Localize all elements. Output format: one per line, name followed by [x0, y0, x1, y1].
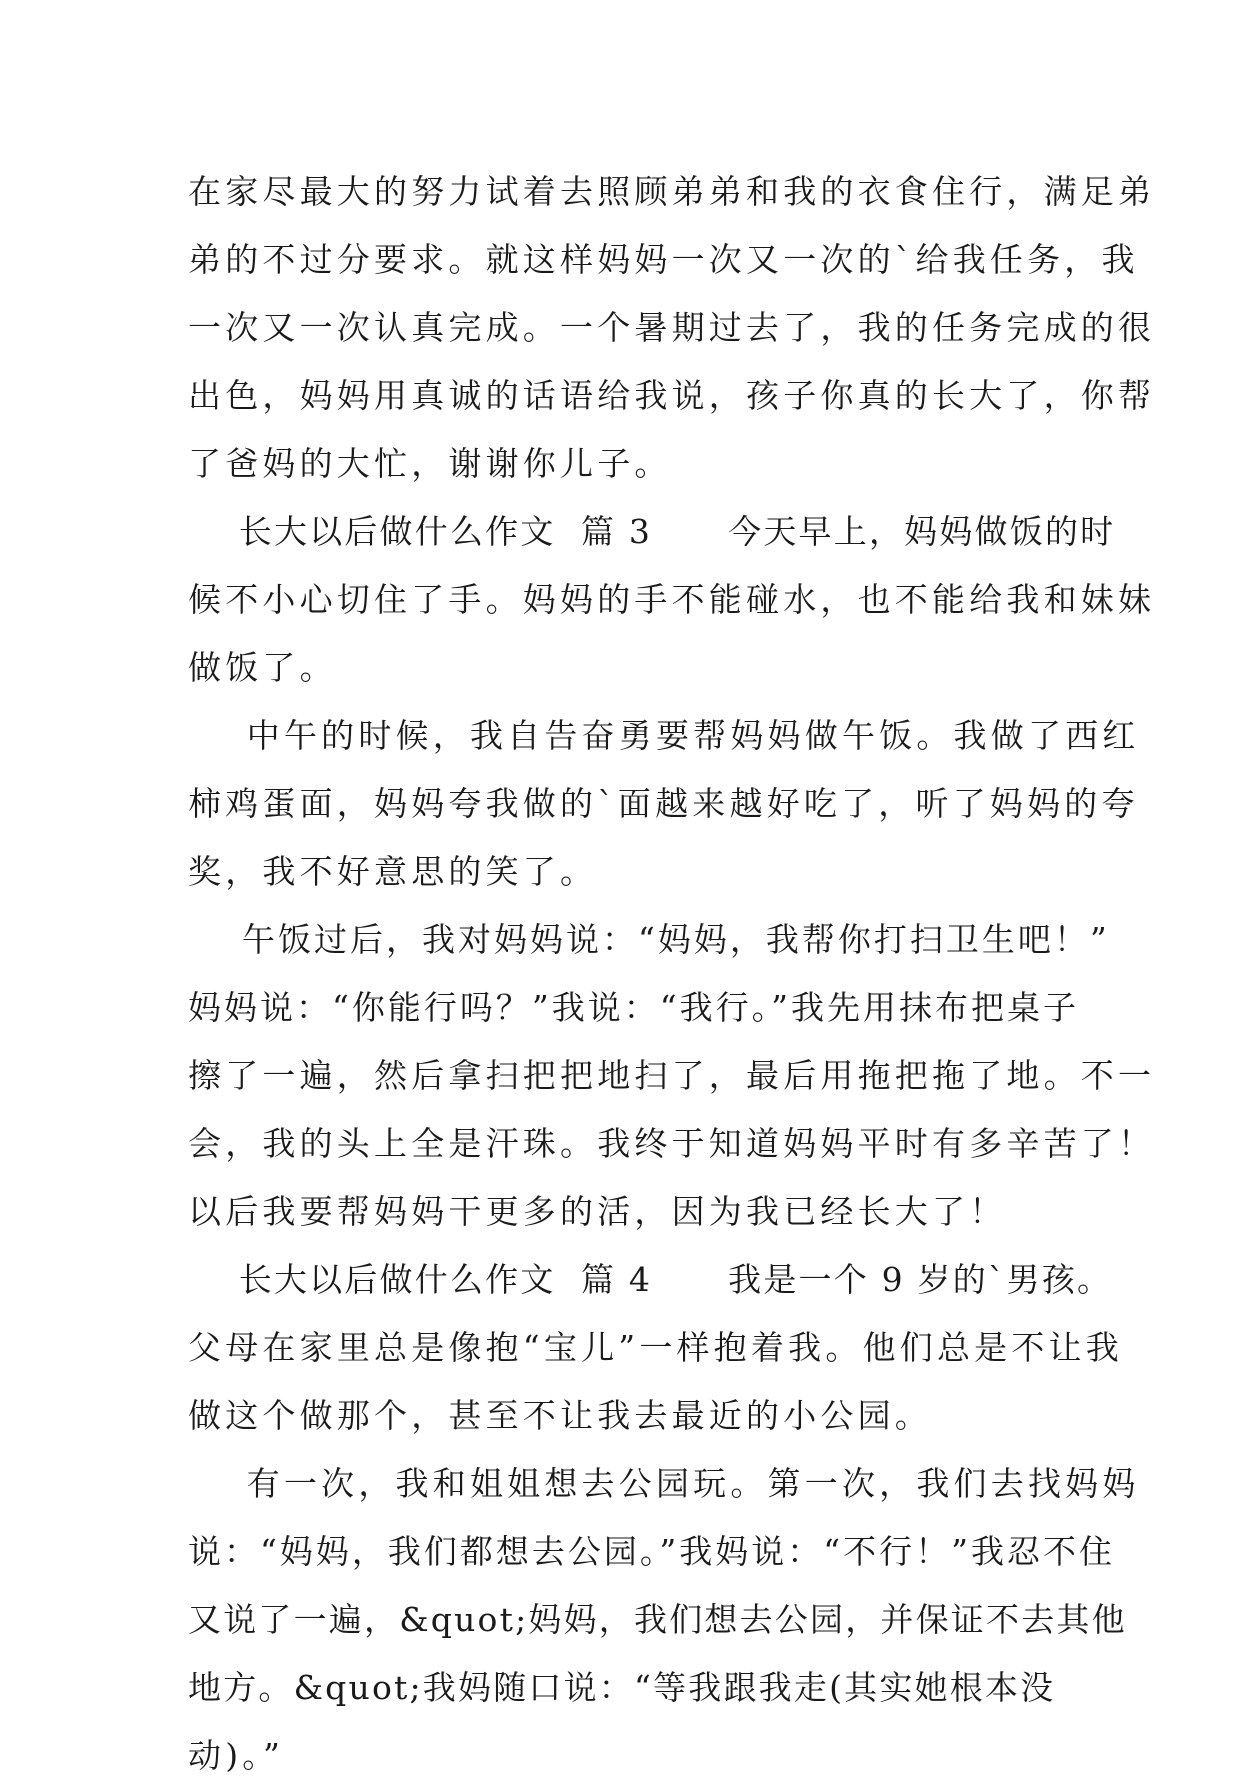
text-line: 又说了一遍，&quot;妈妈，我们想去公园，并保证不去其他	[188, 1600, 1127, 1639]
text-line: 以后我要帮妈妈干更多的活，因为我已经长大了！	[188, 1192, 1007, 1231]
text-line: 做这个做那个，甚至不让我去最近的小公园。	[188, 1396, 932, 1435]
text-line: 出色，妈妈用真诚的话语给我说，孩子你真的长大了，你帮	[188, 376, 1156, 415]
text-line: 地方。&quot;我妈随口说：“等我跟我走(其实她根本没	[188, 1668, 1056, 1707]
text-line: 午饭过后，我对妈妈说：“妈妈，我帮你打扫卫生吧！”	[188, 920, 1110, 959]
text-line: 父母在家里总是像抱“宝儿”一样抱着我。他们总是不让我	[188, 1328, 1123, 1367]
text-line: 候不小心切住了手。妈妈的手不能碰水，也不能给我和妹妹	[188, 580, 1156, 619]
section-heading-line: 长大以后做什么作文 篇 3 今天早上，妈妈做饭的时	[188, 512, 1116, 551]
text-line: 妈妈说：“你能行吗？”我说：“我行。”我先用抹布把桌子	[188, 988, 1079, 1027]
text-line: 在家尽最大的努力试着去照顾弟弟和我的衣食住行，满足弟	[188, 172, 1156, 211]
text-line: 做饭了。	[188, 648, 337, 687]
text-line: 会，我的头上全是汗珠。我终于知道妈妈平时有多辛苦了！	[188, 1124, 1156, 1163]
section-heading-line: 长大以后做什么作文 篇 4 我是一个 9 岁的`男孩。	[188, 1260, 1113, 1299]
text-line: 说：“妈妈，我们都想去公园。”我妈说：“不行！”我忍不住	[188, 1532, 1115, 1571]
text-line: 动)。”	[188, 1736, 285, 1775]
document-page	[188, 158, 1156, 1790]
text-line: 奖，我不好意思的笑了。	[188, 852, 598, 891]
text-line: 柿鸡蛋面，妈妈夸我做的`面越来越好吃了，听了妈妈的夸	[188, 784, 1139, 823]
text-line: 了爸妈的大忙，谢谢你儿子。	[188, 444, 672, 483]
text-line: 有一次，我和姐姐想去公园玩。第一次，我们去找妈妈	[188, 1464, 1140, 1503]
text-line: 一次又一次认真完成。一个暑期过去了，我的任务完成的很	[188, 308, 1156, 347]
text-line: 弟的不过分要求。就这样妈妈一次又一次的`给我任务，我	[188, 240, 1139, 279]
text-line: 中午的时候，我自告奋勇要帮妈妈做午饭。我做了西红	[188, 716, 1140, 755]
text-line: 擦了一遍，然后拿扫把把地扫了，最后用拖把拖了地。不一	[188, 1056, 1156, 1095]
